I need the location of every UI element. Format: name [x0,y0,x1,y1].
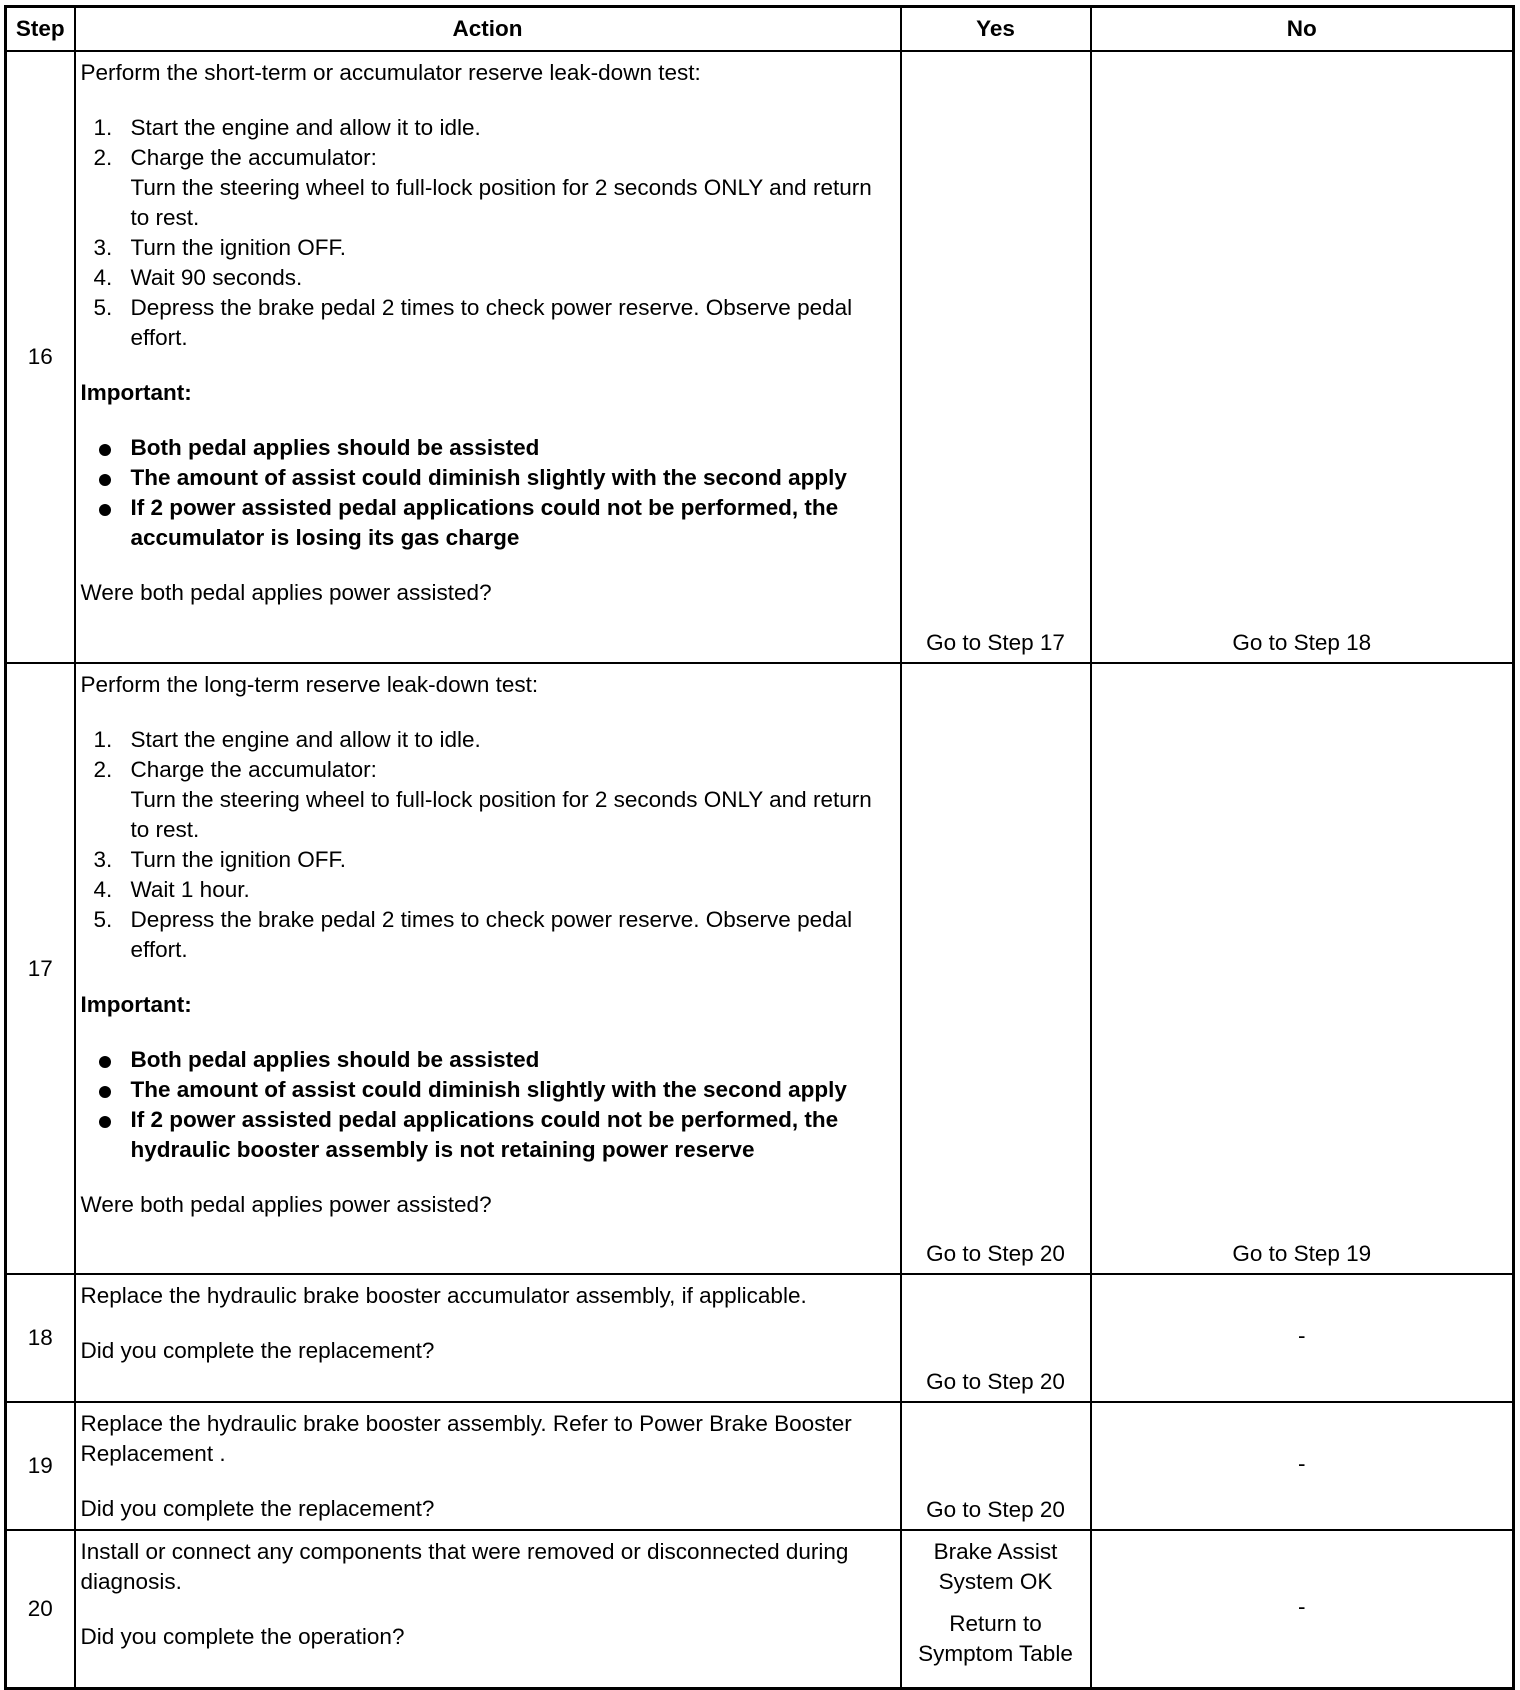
header-yes: Yes [901,7,1091,52]
procedure-list [81,113,896,353]
yes-result-ok: Brake Assist System OK [933,1539,1058,1594]
header-no: No [1091,7,1514,52]
action-intro: Replace the hydraulic brake booster assembly. Refer to Power Brake Booster Replacement . [80,1411,852,1466]
list-item: If 2 power assisted pedal applications could not be performed, the accumulator is losing its gas charge [81,493,896,553]
bullet-icon [99,474,111,486]
no-cell: - [1091,1530,1514,1688]
list-item: If 2 power assisted pedal applications could not be performed, the hydraulic booster assembly is not retaining power reserve [81,1105,896,1165]
step-number: 18 [6,1274,75,1402]
procedure-list [81,725,896,965]
list-item: 2. Charge the accumulator: Turn the steering wheel to full-lock position for 2 seconds ONLY and return to rest. [93,145,872,230]
list-item: 4. Wait 90 seconds. [93,265,303,290]
action-question: Did you complete the replacement? [80,1496,435,1521]
no-cell: Go to Step 18 [1091,51,1514,663]
action-cell [75,1530,901,1688]
table-row [6,1274,1514,1402]
yes-result-return: Return to Symptom Table [918,1611,1073,1666]
yes-cell [901,1530,1091,1688]
yes-cell: Go to Step 17 [901,51,1091,663]
diagnostic-table [4,5,1515,1690]
action-cell [75,663,901,1274]
step-number: 20 [6,1530,75,1688]
action-question: Were both pedal applies power assisted? [80,1192,492,1217]
table-row [6,1530,1514,1688]
table-row [6,663,1514,1274]
step-number: 17 [6,663,75,1274]
no-cell: Go to Step 19 [1091,663,1514,1274]
action-cell [75,51,901,663]
list-item: 5. Depress the brake pedal 2 times to check power reserve. Observe pedal effort. [93,295,853,350]
action-question: Were both pedal applies power assisted? [80,580,492,605]
action-question: Did you complete the operation? [80,1624,405,1649]
important-label: Important: [80,380,192,405]
important-list [81,433,896,553]
table-row [6,51,1514,663]
list-item: 2. Charge the accumulator: Turn the steering wheel to full-lock position for 2 seconds ONLY and return to rest. [93,757,872,842]
bullet-icon [99,1086,111,1098]
no-cell: - [1091,1274,1514,1402]
list-item: 1. Start the engine and allow it to idle. [93,727,481,752]
list-item: The amount of assist could diminish slightly with the second apply [81,463,896,493]
no-cell: - [1091,1402,1514,1530]
yes-cell: Go to Step 20 [901,1402,1091,1530]
list-item: 3. Turn the ignition OFF. [93,847,347,872]
list-item: 3. Turn the ignition OFF. [93,235,347,260]
action-intro: Install or connect any components that were removed or disconnected during diagnosis. [80,1539,849,1594]
list-item: 5. Depress the brake pedal 2 times to check power reserve. Observe pedal effort. [93,907,853,962]
bullet-icon [99,504,111,516]
action-question: Did you complete the replacement? [80,1338,435,1363]
step-number: 19 [6,1402,75,1530]
header-action: Action [75,7,901,52]
bullet-icon [99,444,111,456]
action-intro: Perform the long-term reserve leak-down test: [80,672,539,697]
action-cell [75,1402,901,1530]
yes-cell: Go to Step 20 [901,663,1091,1274]
action-cell [75,1274,901,1402]
list-item: 1. Start the engine and allow it to idle. [93,115,481,140]
bullet-icon [99,1056,111,1068]
list-item: 4. Wait 1 hour. [93,877,250,902]
header-row [6,7,1514,52]
action-intro: Perform the short-term or accumulator reserve leak-down test: [80,60,701,85]
important-list [81,1045,896,1165]
list-item: The amount of assist could diminish slightly with the second apply [81,1075,896,1105]
yes-cell: Go to Step 20 [901,1274,1091,1402]
list-item: Both pedal applies should be assisted [81,433,896,463]
step-number: 16 [6,51,75,663]
important-label: Important: [80,992,192,1017]
action-intro: Replace the hydraulic brake booster accumulator assembly, if applicable. [80,1283,807,1308]
list-item: Both pedal applies should be assisted [81,1045,896,1075]
bullet-icon [99,1116,111,1128]
table-row [6,1402,1514,1530]
header-step: Step [6,7,75,52]
